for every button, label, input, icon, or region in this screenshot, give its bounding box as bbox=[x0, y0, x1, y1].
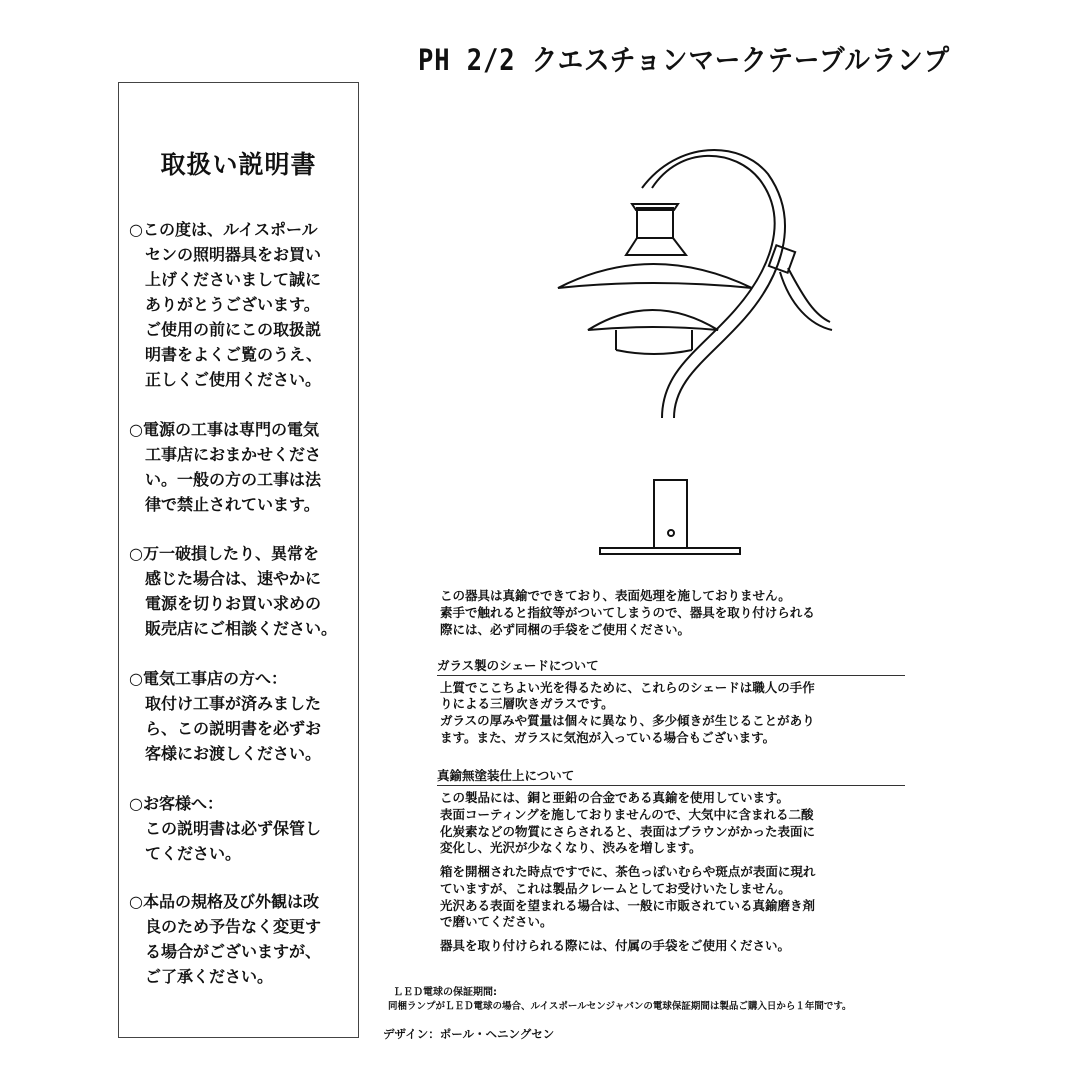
page-title: PH 2/2 クエスチョンマークテーブルランプ bbox=[418, 43, 951, 77]
brass-line-8: で磨いてください。 bbox=[440, 914, 553, 929]
glass-line-1: 上質でここちよい光を得るために、これらのシェードは職人の手作 bbox=[440, 680, 815, 695]
lamp-arm bbox=[652, 156, 775, 418]
brass-line-7: 光沢ある表面を望まれる場合は、一般に市販されている真鍮磨き剤 bbox=[440, 898, 816, 913]
sidebar-heading: 取扱い説明書 bbox=[160, 150, 317, 179]
notice-purchase: ○この度は、ルイスポール センの照明器具をお買い 上げくださいまして誠に ありがとうございます。 ご使用の前にこの取扱説 明書をよくご覧のうえ、 正しくご使用ください。 bbox=[129, 220, 322, 389]
glass-section-heading: ガラス製のシェードについて bbox=[437, 656, 905, 676]
notice-electrician: ○電気工事店の方へ： 取付け工事が済みました ら、この説明書を必ずお 客様にお渡しください。 bbox=[129, 669, 322, 763]
lamp-base-plate bbox=[600, 548, 740, 554]
brass-line-4: 変化し、光沢が少なくなり、渋みを増します。 bbox=[440, 840, 702, 855]
notice-specs: ○本品の規格及び外観は改 良のため予告なく変更す る場合がございますが、 ご了承ください。 bbox=[129, 892, 322, 986]
brass-line-1: この製品には、銅と亜鉛の合金である真鍮を使用しています。 bbox=[440, 790, 790, 805]
glass-line-3: ガラスの厚みや質量は個々に異なり、多少傾きが生じることがあり bbox=[440, 713, 815, 728]
lamp-bottom-shade bbox=[616, 330, 692, 354]
lamp-socket bbox=[637, 208, 673, 238]
design-credit: デザイン：ポール・ヘニングセン bbox=[383, 1027, 555, 1041]
lamp-switch bbox=[668, 530, 674, 536]
brass-line-3: 化炭素などの物質にさらされると、表面はブラウンがかった表面に bbox=[440, 824, 816, 839]
glass-line-2: りによる三層吹きガラスです。 bbox=[440, 696, 614, 711]
warranty-heading: ＬＥＤ電球の保証期間: bbox=[393, 987, 497, 998]
warranty-text: 同梱ランプがＬＥＤ電球の場合、ルイスポールセンジャパンの電球保証期間は製品ご購入日から１年間です。 bbox=[388, 1001, 852, 1012]
intro-line-1: この器具は真鍮でできており、表面処理を施しておりません。 bbox=[440, 588, 791, 603]
lamp-base-pillar bbox=[654, 480, 687, 548]
brass-line-5: 箱を開梱された時点ですでに、茶色っぽいむらや斑点が表面に現れ bbox=[440, 864, 816, 879]
lamp-illustration bbox=[540, 140, 860, 570]
intro-line-3: 際には、必ず同梱の手袋をご使用ください。 bbox=[440, 622, 691, 637]
intro-line-2: 素手で触れると指紋等がついてしまうので、器具を取り付けられる bbox=[440, 605, 815, 620]
lamp-middle-shade bbox=[588, 310, 718, 330]
glass-line-4: ます。また、ガラスに気泡が入っている場合もございます。 bbox=[440, 730, 776, 745]
brass-line-6: ていますが、これは製品クレームとしてお受けいたしません。 bbox=[440, 881, 791, 896]
notice-customer: ○お客様へ： この説明書は必ず保管し てください。 bbox=[129, 794, 322, 863]
notice-electrical-work: ○電源の工事は専門の電気 工事店におまかせくださ い。一般の方の工事は法 律で禁止されています。 bbox=[129, 420, 322, 514]
brass-section-heading: 真鍮無塗装仕上について bbox=[437, 766, 905, 786]
lamp-cord bbox=[788, 268, 830, 322]
brass-line-2: 表面コーティングを施しておりませんので、大気中に含まれる二酸 bbox=[440, 807, 814, 822]
lamp-top-shade bbox=[558, 264, 752, 288]
brass-line-9: 器具を取り付けられる際には、付属の手袋をご使用ください。 bbox=[440, 938, 791, 953]
instruction-sidebar bbox=[118, 82, 359, 1038]
notice-damage: ○万一破損したり、異常を 感じた場合は、速やかに 電源を切りお買い求めの 販売店にご相談ください。 bbox=[129, 544, 338, 638]
